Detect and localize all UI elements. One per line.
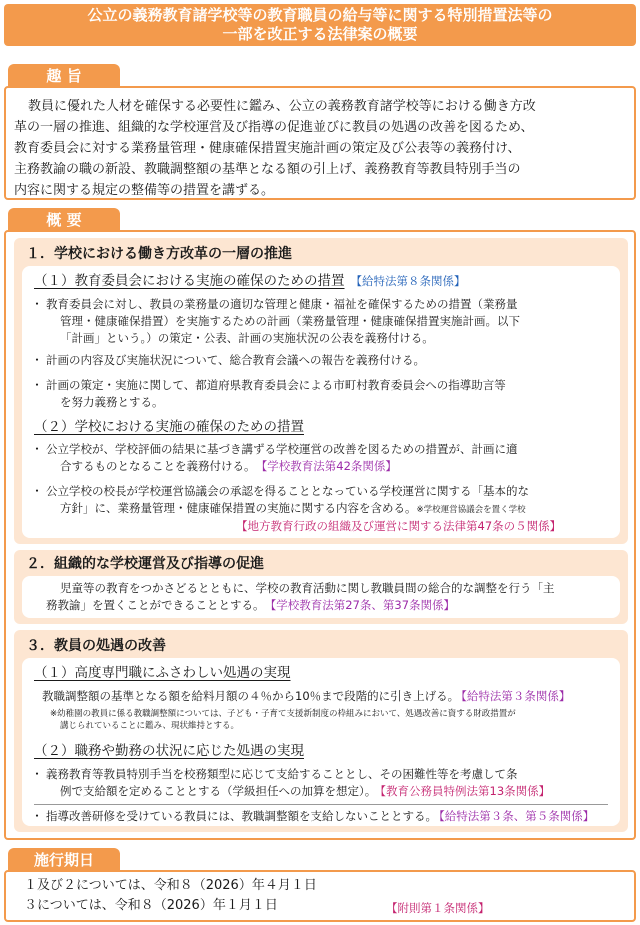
item-1-2-title: （２）学校における実施の確保のための措置 xyxy=(34,419,304,435)
overview-heading: 概 要 xyxy=(8,208,120,232)
bullet-text: 指導改善研修を受けている教員には、教職調整額を支給しないこととする。 xyxy=(46,809,437,823)
bullet-glyph: ・ xyxy=(31,353,43,367)
item-1-1-bullet-1 xyxy=(28,296,520,347)
bullet-glyph: ・ xyxy=(31,809,43,823)
item-1-2-ref-2: 【地方教育行政の組織及び運営に関する法律第47条の５関係】 xyxy=(236,519,562,533)
bullet-text: 公立学校が、学校評価の結果に基づき講ずる学校運営の改善を図るための措置が、計画に適 xyxy=(46,442,518,456)
purpose-text xyxy=(14,96,628,201)
bullet-text: 教育委員会に対し、教員の業務量の適切な管理と健康・福祉を確保するための措置（業務量 xyxy=(46,297,518,311)
bullet-text: を努力義務とする。 xyxy=(60,395,164,409)
purpose-line: 内容に関する規定の整備等の措置を講ずる。 xyxy=(14,183,275,198)
item-3-1-ref: 【給特法第３条関係】 xyxy=(461,689,571,703)
item-1-1-ref: 【給特法第８条関係】 xyxy=(350,274,466,288)
purpose-line: 教員に優れた人材を確保する必要性に鑑み、公立の義務教育諸学校等における働き方改 xyxy=(28,99,536,114)
item-3-1-title: （１）高度専門職にふさわしい処遇の実現 xyxy=(34,665,291,681)
section-2-line: 児童等の教育をつかさどるとともに、学校の教育活動に関し教職員間の総合的な調整を行う「主 xyxy=(60,581,555,595)
item-1-2-ref-1: 【学校教育法第42条関係】 xyxy=(261,459,397,473)
item-3-2-bullet-2 xyxy=(28,808,594,825)
item-3-1-note xyxy=(50,708,516,732)
bullet-text: 計画の内容及び実施状況について、総合教育会議への報告を義務付ける。 xyxy=(46,353,426,367)
bullet-text: 方針」に、業務量管理・健康確保措置の実施に関する内容を含める。 xyxy=(60,501,417,515)
purpose-line: 主務教諭の職の新設、教職調整額の基準となる額の引上げ、義務教育等教員特別手当の xyxy=(14,162,521,177)
bullet-glyph: ・ xyxy=(31,484,43,498)
purpose-line: 教育委員会に対する業務量管理・健康確保措置実施計画の策定及び公表等の義務付け、 xyxy=(14,141,521,156)
section-1-heading: １．学校における働き方改革の一層の推進 xyxy=(26,246,292,262)
effective-heading: 施行期日 xyxy=(8,848,120,872)
title-line-2: 一部を改正する法律案の概要 xyxy=(222,25,418,43)
bullet-glyph: ・ xyxy=(31,767,43,781)
note-line: 講じられていることに鑑み、現状維持とする。 xyxy=(60,721,240,731)
bullet-glyph: ・ xyxy=(31,297,43,311)
item-1-1-bullet-3 xyxy=(28,377,506,411)
bullet-text: 管理・健康確保措置）を実施するための計画（業務量管理・健康確保措置実施計画。以下 xyxy=(60,314,520,328)
item-3-2-ref-1: 【教育公務員特例法第13条関係】 xyxy=(380,784,551,798)
bullet-text: 公立学校の校長が学校運営協議会の承認を得ることとなっている学校運営に関する「基本的な xyxy=(46,484,529,498)
section-2-text xyxy=(46,580,555,614)
title-line-1: 公立の義務教育諸学校等の教育職員の給与等に関する特別措置法等の xyxy=(87,6,553,24)
item-3-1-text xyxy=(42,688,570,705)
purpose-heading: 趣 旨 xyxy=(8,64,120,88)
item-3-2-title: （２）職務や勤務の状況に応じた処遇の実現 xyxy=(34,743,304,759)
item-1-2-note: ※学校運営協議会を置く学校 xyxy=(416,505,526,515)
item-1-2-bullet-2 xyxy=(28,483,529,519)
bullet-glyph: ・ xyxy=(31,378,43,392)
effective-ref: 【附則第１条関係】 xyxy=(386,901,490,915)
note-line: ※幼稚園の教員に係る教職調整額については、子ども・子育て支援新制度の枠組みにおいて、処遇改善に資する財政措置が xyxy=(50,709,516,719)
item-3-2-divider xyxy=(34,804,608,805)
item-1-2-bullet-1 xyxy=(28,441,518,475)
bullet-glyph: ・ xyxy=(31,442,43,456)
item-3-1-body: 教職調整額の基準となる額を給料月額の４％から10％まで段階的に引き上げる。 xyxy=(42,689,460,703)
page-title xyxy=(4,4,636,46)
purpose-line: 革の一層の推進、組織的な学校運営及び指導の促進並びに教員の処遇の改善を図るため、 xyxy=(14,120,534,135)
section-2-line: 務教諭」を置くことができることとする。 xyxy=(46,598,265,612)
section-2-ref: 【学校教育法第27条、第37条関係】 xyxy=(270,598,456,612)
item-1-1-title xyxy=(34,272,466,290)
item-1-1-bullet-2 xyxy=(28,352,425,369)
bullet-text: 「計画」という。）の策定・公表、計画の実施状況の公表を義務付ける。 xyxy=(60,331,434,345)
item-3-2-ref-2: 【給特法第３条、第５条関係】 xyxy=(439,809,595,823)
item-3-2-bullet-1 xyxy=(28,766,550,800)
section-2-heading: ２．組織的な学校運営及び指導の促進 xyxy=(26,556,264,572)
bullet-text: 例で支給額を定めることとする（学級担任への加算を想定）。 xyxy=(60,784,377,798)
bullet-text: 計画の策定・実施に関して、都道府県教育委員会による市町村教育委員会への指導助言等 xyxy=(46,378,506,392)
item-1-1-title-text: （１）教育委員会における実施の確保のための措置 xyxy=(34,273,345,289)
effective-line-2: ３については、令和８（2026）年１月１日 xyxy=(24,898,278,913)
section-3-heading: ３．教員の処遇の改善 xyxy=(26,638,166,654)
bullet-text: 合するものとなることを義務付ける。 xyxy=(60,459,256,473)
bullet-text: 義務教育等教員特別手当を校務類型に応じて支給することとし、その困難性等を考慮して条 xyxy=(46,767,518,781)
effective-line-1: １及び２については、令和８（2026）年４月１日 xyxy=(24,878,317,893)
